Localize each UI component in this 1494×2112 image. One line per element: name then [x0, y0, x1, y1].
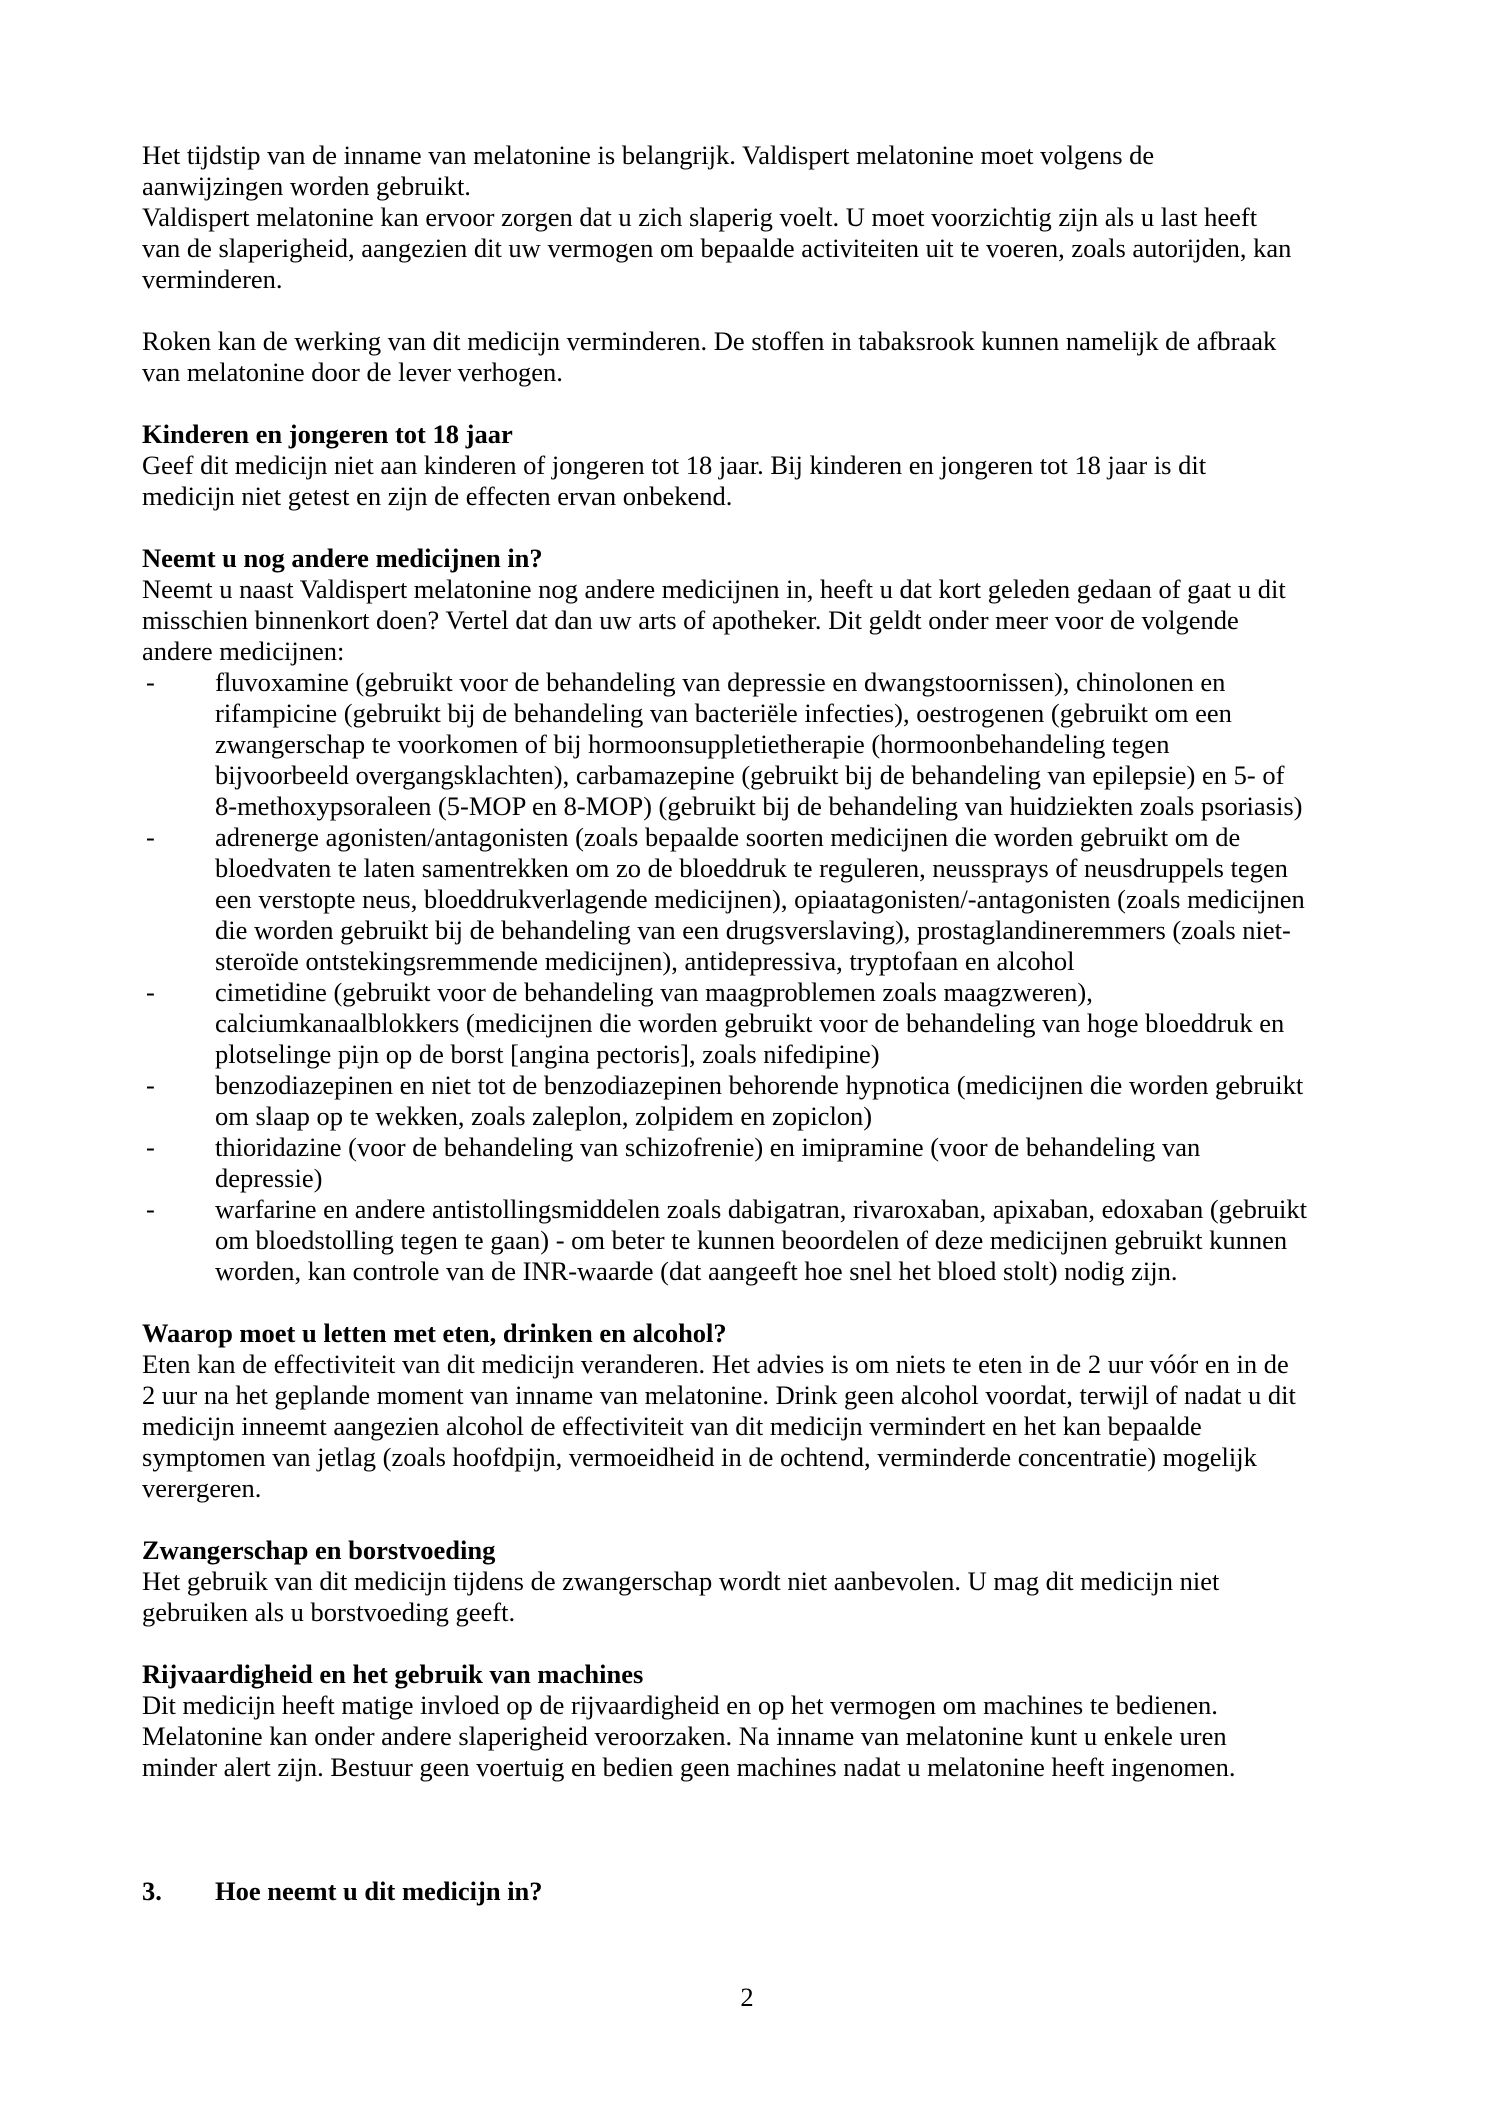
body-line: benzodiazepinen en niet tot de benzodiazepinen behorende hypnotica (medicijnen die worden gebruikt — [215, 1070, 1304, 1100]
section-heading: Kinderen en jongeren tot 18 jaar — [142, 419, 513, 449]
paragraph — [142, 1690, 1494, 1783]
body-line: medicijn niet getest en zijn de effecten ervan onbekend. — [142, 481, 733, 511]
paragraph — [142, 1566, 1494, 1628]
list-bullet: - — [146, 1070, 155, 1100]
paragraph — [142, 202, 1494, 295]
bulleted-list — [142, 667, 1494, 1287]
paragraph — [142, 450, 1494, 512]
body-line: Het gebruik van dit medicijn tijdens de zwangerschap wordt niet aanbevolen. U mag dit medicijn niet — [142, 1566, 1220, 1596]
body-line: verergeren. — [142, 1473, 262, 1503]
body-line: calciumkanaalblokkers (medicijnen die worden gebruikt voor de behandeling van hoge bloeddruk en — [215, 1008, 1285, 1038]
section-heading: Waarop moet u letten met eten, drinken en alcohol? — [142, 1318, 727, 1348]
body-line: Roken kan de werking van dit medicijn verminderen. De stoffen in tabaksrook kunnen namelijk de afbraak — [142, 326, 1277, 356]
body-line: andere medicijnen: — [142, 636, 345, 666]
list-bullet: - — [146, 822, 155, 852]
list-item-text — [215, 1070, 1494, 1132]
list-item — [142, 822, 1494, 977]
body-line: misschien binnenkort doen? Vertel dat dan uw arts of apotheker. Dit geldt onder meer voor de volgende — [142, 605, 1239, 635]
body-line: depressie) — [215, 1163, 323, 1193]
body-line: medicijn inneemt aangezien alcohol de effectiviteit van dit medicijn vermindert en het kan bepaalde — [142, 1411, 1202, 1441]
paragraph — [142, 1349, 1494, 1504]
section-title: Hoe neemt u dit medicijn in? — [215, 1876, 543, 1906]
blank-line — [142, 512, 1494, 543]
body-line: minder alert zijn. Bestuur geen voertuig en bedien geen machines nadat u melatonine heeft ingenomen. — [142, 1752, 1236, 1782]
body-line: om bloedstolling tegen te gaan) - om beter te kunnen beoordelen of deze medicijnen gebruikt kunnen — [215, 1225, 1288, 1255]
paragraph — [142, 574, 1494, 667]
body-line: Valdispert melatonine kan ervoor zorgen dat u zich slaperig voelt. U moet voorzichtig zijn als u last heeft — [142, 202, 1258, 232]
list-item-text — [215, 1194, 1494, 1287]
blank-line — [142, 388, 1494, 419]
list-item-text — [215, 667, 1494, 822]
numbered-section-heading — [142, 1876, 1494, 1907]
paragraph — [142, 326, 1494, 388]
page-number: 2 — [740, 1982, 754, 2012]
paragraph — [142, 140, 1494, 202]
list-item — [142, 667, 1494, 822]
list-item-text — [215, 822, 1494, 977]
section-number: 3. — [142, 1876, 162, 1906]
body-line: van melatonine door de lever verhogen. — [142, 357, 563, 387]
section-heading: Zwangerschap en borstvoeding — [142, 1535, 496, 1565]
list-bullet: - — [146, 667, 155, 697]
blank-line — [142, 295, 1494, 326]
page-footer — [0, 1982, 1494, 2013]
list-item — [142, 977, 1494, 1070]
body-line: gebruiken als u borstvoeding geeft. — [142, 1597, 516, 1627]
list-item — [142, 1132, 1494, 1194]
list-bullet: - — [146, 1194, 155, 1224]
body-line: fluvoxamine (gebruikt voor de behandeling van depressie en dwangstoornissen), chinolonen en — [215, 667, 1226, 697]
document-content — [142, 140, 1494, 1907]
list-item-text — [215, 977, 1494, 1070]
body-line: 2 uur na het geplande moment van inname van melatonine. Drink geen alcohol voordat, terwijl of nadat u dit — [142, 1380, 1296, 1410]
body-line: van de slaperigheid, aangezien dit uw vermogen om bepaalde activiteiten uit te voeren, zoals autorijden, kan — [142, 233, 1292, 263]
body-line: aanwijzingen worden gebruikt. — [142, 171, 471, 201]
body-line: worden, kan controle van de INR-waarde (dat aangeeft hoe snel het bloed stolt) nodig zijn. — [215, 1256, 1178, 1286]
body-line: die worden gebruikt bij de behandeling van een drugsverslaving), prostaglandineremmers (zoals niet- — [215, 915, 1291, 945]
body-line: zwangerschap te voorkomen of bij hormoonsuppletietherapie (hormoonbehandeling tegen — [215, 729, 1170, 759]
body-line: symptomen van jetlag (zoals hoofdpijn, vermoeidheid in de ochtend, verminderde concentratie) mogelijk — [142, 1442, 1257, 1472]
body-line: rifampicine (gebruikt bij de behandeling van bacteriële infecties), oestrogenen (gebruikt om een — [215, 698, 1232, 728]
body-line: warfarine en andere antistollingsmiddelen zoals dabigatran, rivaroxaban, apixaban, edoxaban (gebruikt — [215, 1194, 1307, 1224]
blank-line — [142, 1287, 1494, 1318]
body-line: Eten kan de effectiviteit van dit medicijn veranderen. Het advies is om niets te eten in de 2 uur vóór en in de — [142, 1349, 1289, 1379]
body-line: cimetidine (gebruikt voor de behandeling van maagproblemen zoals maagzweren), — [215, 977, 1093, 1007]
list-item — [142, 1194, 1494, 1287]
list-bullet: - — [146, 1132, 155, 1162]
body-line: Het tijdstip van de inname van melatonine is belangrijk. Valdispert melatonine moet volgens de — [142, 140, 1155, 170]
blank-line — [142, 1845, 1494, 1876]
blank-line — [142, 1783, 1494, 1814]
blank-line — [142, 1504, 1494, 1535]
body-line: plotselinge pijn op de borst [angina pectoris], zoals nifedipine) — [215, 1039, 880, 1069]
body-line: adrenerge agonisten/antagonisten (zoals bepaalde soorten medicijnen die worden gebruikt om de — [215, 822, 1241, 852]
body-line: bijvoorbeeld overgangsklachten), carbamazepine (gebruikt bij de behandeling van epilepsie) en 5- of — [215, 760, 1285, 790]
body-line: Dit medicijn heeft matige invloed op de rijvaardigheid en op het vermogen om machines te bedienen. — [142, 1690, 1218, 1720]
body-line: Geef dit medicijn niet aan kinderen of jongeren tot 18 jaar. Bij kinderen en jongeren tot 18 jaar is dit — [142, 450, 1207, 480]
section-heading: Rijvaardigheid en het gebruik van machines — [142, 1659, 644, 1689]
blank-line — [142, 1814, 1494, 1845]
body-line: Melatonine kan onder andere slaperigheid veroorzaken. Na inname van melatonine kunt u enkele uren — [142, 1721, 1227, 1751]
body-line: verminderen. — [142, 264, 283, 294]
body-line: om slaap op te wekken, zoals zaleplon, zolpidem en zopiclon) — [215, 1101, 873, 1131]
body-line: steroïde ontstekingsremmende medicijnen), antidepressiva, tryptofaan en alcohol — [215, 946, 1075, 976]
body-line: bloedvaten te laten samentrekken om zo de bloeddruk te reguleren, neussprays of neusdruppels tegen — [215, 853, 1288, 883]
blank-line — [142, 1628, 1494, 1659]
list-item — [142, 1070, 1494, 1132]
body-line: Neemt u naast Valdispert melatonine nog andere medicijnen in, heeft u dat kort geleden gedaan of gaat u dit — [142, 574, 1286, 604]
body-line: thioridazine (voor de behandeling van schizofrenie) en imipramine (voor de behandeling van — [215, 1132, 1201, 1162]
list-item-text — [215, 1132, 1494, 1194]
section-heading: Neemt u nog andere medicijnen in? — [142, 543, 543, 573]
body-line: 8-methoxypsoraleen (5-MOP en 8-MOP) (gebruikt bij de behandeling van huidziekten zoals psoriasis) — [215, 791, 1303, 821]
body-line: een verstopte neus, bloeddrukverlagende medicijnen), opiaatagonisten/-antagonisten (zoals medicijnen — [215, 884, 1305, 914]
list-bullet: - — [146, 977, 155, 1007]
